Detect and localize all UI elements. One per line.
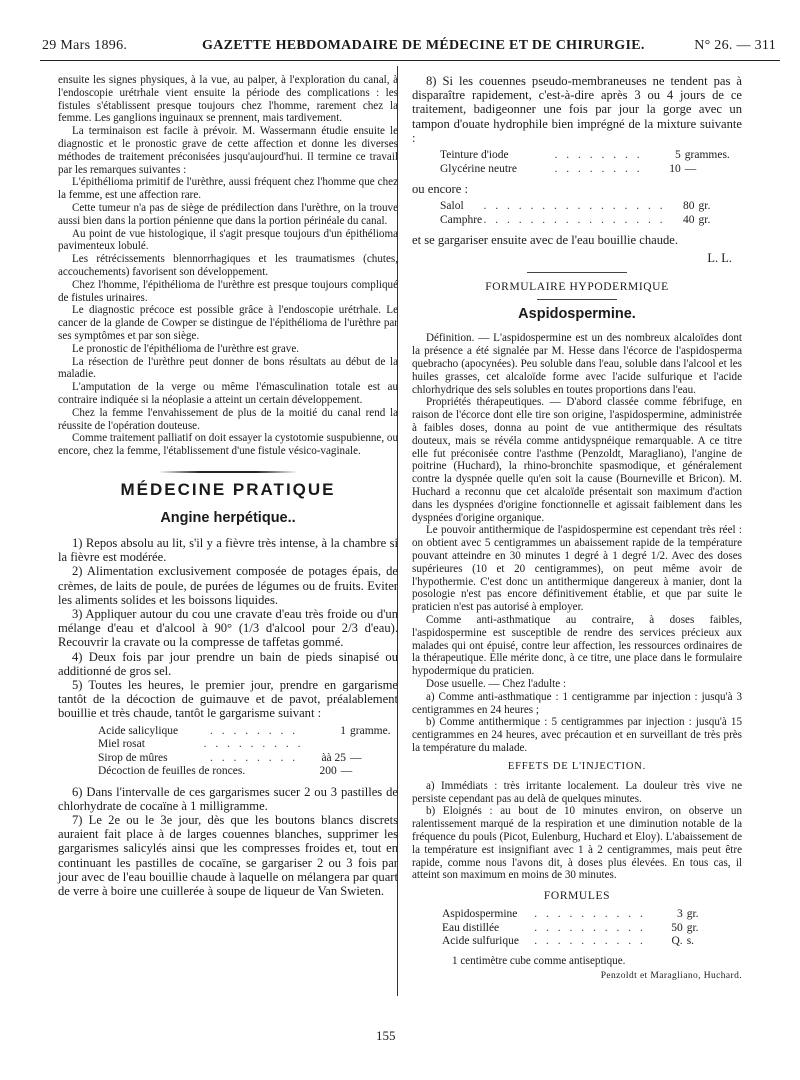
paragraph: et se gargariser ensuite avec de l'eau bouillie chaude. [412, 233, 679, 248]
ingredient: Eau distillée [442, 921, 500, 934]
article-title: Aspidospermine. [518, 306, 636, 323]
leader-dots: . . . . . . . . . . [534, 935, 646, 948]
running-head [42, 38, 776, 58]
ingredient: Camphre [440, 213, 483, 226]
ingredient: Aspidospermine [442, 908, 518, 921]
divider [527, 272, 627, 273]
gargle-recipe [58, 725, 398, 779]
list-item: 2) Alimentation exclusivement composée de potages épais, de crèmes, de laits de poule, de purées de légumes ou de fruits. Eviter les aliments solides et les boissons liquides. [58, 564, 398, 607]
left-column [58, 74, 398, 898]
list-item: 7) Le 2e ou le 3e jour, dès que les boutons blancs discrets auraient fait place à de larges couennes blanches, supprimer les gargarismes salicylés ainsi que les compresses froides et, tout en continuant les pastilles de cocaïne, se gargariser 2 ou 3 fois par jour avec de l'eau bouillie chaude à laquelle on mélangera par quart de verre à boire une cuillerée à soupe de liqueur de Van Swieten. [58, 812, 398, 898]
quantity: 3 [676, 908, 683, 921]
quantity: 80 [683, 200, 695, 213]
quantity: 10 [669, 162, 681, 175]
issue-number: N° 26. — 311 [694, 38, 776, 53]
paragraph: Dose usuelle. — Chez l'adulte : [426, 677, 567, 690]
paragraph: b) Eloignés : au bout de 10 minutes environ, on observe un ralentissement marqué de la respiration et une diminution notable de la fréquence du pouls (Picot, Eulenburg, Huchard et Eloy). L'abaissement de la température est insignifiant avec 1 à 2 centigrammes, mais peut être rapide, comme nous l'avons dit, à doses plus élevées. En tous cas, il atteint son maximum en moins de 30 minutes. [412, 805, 742, 882]
formula-note: 1 centimètre cube comme antiseptique. [452, 954, 626, 967]
unit: gr. [686, 908, 699, 921]
ingredient: Acide salicylique [98, 724, 179, 737]
ingredient: Glycérine neutre [440, 162, 517, 175]
leader-dots: . . . . . . . . . . [534, 921, 646, 934]
or-else-label: ou encore : [412, 182, 468, 197]
ingredient: Acide sulfurique [442, 935, 519, 948]
list-item: 8) Si les couennes pseudo-membraneuses ne tendent pas à disparaître rapidement, c'est-à-dire après 3 ou 4 jours de ce traitement, badigeonner une fois par jour la gorge avec un tampon d'ouate hydrophile bien imprégné de la mixture suivante : [412, 74, 742, 145]
leader-dots: . . . . . . . . [554, 162, 643, 175]
paragraph: a) Immédiats : très irritante localement. La douleur très vive ne persiste cependant pas au delà de quelques minutes. [412, 779, 742, 805]
unit: s. [686, 935, 695, 948]
paragraph: Cette tumeur n'a pas de siège de prédilection dans l'urèthre, on la trouve aussi bien dans la portion pénienne que dans la portion périnéale du canal. [58, 201, 398, 227]
ingredient: Teinture d'iode [440, 149, 509, 162]
paragraph: a) Comme anti-asthmatique : 1 centigramme par injection : jusqu'à 3 centigrammes en 24 heures ; [412, 690, 742, 716]
ingredient: Miel rosat [98, 738, 145, 751]
quantity: 200 [319, 765, 337, 778]
leader-dots: . . . . . . . . . [203, 738, 304, 751]
list-item: 3) Appliquer autour du cou une cravate d'eau très froide ou d'un mélange d'eau et d'alcool à 90° (1/3 d'alcool pour 2/3 d'eau). Recouvrir la cravate ou la compresse de taffetas gommé. [58, 606, 398, 650]
ornamental-rule [158, 470, 298, 474]
recipe-row [440, 200, 742, 214]
effects-title: EFFETS DE L'INJECTION. [507, 760, 647, 772]
unit: grammes. [684, 149, 730, 162]
section-title: FORMULAIRE HYPODERMIQUE [485, 281, 669, 294]
salol-recipe [412, 200, 742, 227]
divider [537, 299, 617, 300]
paragraph: La terminaison est facile à prévoir. M. Wassermann étudie ensuite le diagnostic et le pronostic grave de cette affection et donne les diverses méthodes de traitement préconisées jusqu'aujourd'hui. Il termine ce travail par les remarques suivantes : [58, 125, 398, 176]
section-title: MÉDECINE PRATIQUE [120, 479, 336, 499]
formula-credit: Penzoldt et Maragliano, Huchard. [600, 971, 742, 982]
paragraph: Propriétés thérapeutiques. — D'abord classée comme fébrifuge, en raison de l'écorce dont elle tire son origine, l'aspidospermine, administrée à faibles doses, donna au point de vue antithermique des résultats douteux, mais se révéla comme antidyspnéique remarquable. A ce titre elle fut préconisée contre l'asthme (Penzoldt, Maragliano), l'angine de poitrine (Huchard), la rhino-bronchite spasmodique, et généralement contre la dyspnée quelle qu'en soit la cause (Bourneville et Bricon). M. Huchard a reconnu que cet alcaloïde présentait son maximum d'action dans les dyspnées d'origine fonctionnelle et agissait faiblement dans les dyspnées d'origine organique. [412, 396, 742, 524]
unit: — [340, 765, 353, 778]
paragraph: Le pronostic de l'épithélioma de l'urèthre est grave. [72, 342, 300, 355]
leader-dots: . . . . . . . . . . . . . . . . [483, 213, 666, 226]
right-column [412, 74, 742, 981]
paragraph: La résection de l'urèthre peut donner de bons résultats au début de la maladie. [58, 355, 398, 381]
leader-dots: . . . . . . . . . . [534, 908, 646, 921]
list-item: 4) Deux fois par jour prendre un bain de pieds sinapisé ou additionné de gros sel. [58, 649, 398, 678]
paragraph: Définition. — L'aspidospermine est un des nombreux alcaloïdes dont la présence a été signalée par M. Hesse dans l'écorce de l'aspidosperma quebracho (apocynées). Peu soluble dans l'eau, soluble dans l'alcool et les huiles grasses, cet alcaloïde forme avec l'acide sulfurique et l'acide chlorhydrique des sels solubles en toutes proportions dans l'eau. [412, 332, 742, 396]
issue-date: 29 Mars 1896. [42, 38, 128, 53]
recipe-row [98, 725, 398, 739]
ingredient: Décoction de feuilles de ronces. [98, 765, 246, 778]
paragraph: Les rétrécissements blennorrhagiques et les traumatismes (chutes, accouchements) favorisent son développement. [58, 253, 398, 278]
formula-recipe [412, 908, 742, 949]
paragraph: b) Comme antithermique : 5 centigrammes par injection : jusqu'à 15 centigrammes en 24 heures, avec précaution et en surveillant de très près la température du malade. [412, 716, 742, 754]
recipe-row [98, 738, 398, 752]
ingredient: Salol [440, 200, 464, 213]
author-initials: L. L. [707, 251, 732, 266]
paragraph: Comme anti-asthmatique au contraire, à doses faibles, l'aspidospermine est susceptible de rendre des services précieux aux malades qui ont épuisé, contre leur affection, les ressources ordinaires de la thérapeutique. Elle mérite donc, à ce titre, une place dans le formulaire hypodermique du praticien. [412, 613, 742, 678]
recipe-row [98, 752, 398, 766]
unit: gr. [698, 213, 711, 226]
paragraph: Chez l'homme, l'épithélioma de l'urèthre est presque toujours compliqué de fistules urinaires. [58, 278, 398, 304]
paragraph: Au point de vue histologique, il s'agit presque toujours d'un épithélioma pavimenteux lobulé. [58, 227, 398, 253]
leader-dots: . . . . . . . . . . . . . . . . [483, 200, 666, 213]
list-item: 6) Dans l'intervalle de ces gargarismes sucer 2 ou 3 pastilles de chlorhydrate de cocaïne à 1 milligramme. [58, 784, 398, 813]
quantity: 5 [675, 149, 681, 162]
unit: — [684, 162, 697, 175]
list-item: 1) Repos absolu au lit, s'il y a fièvre très intense, à la chambre si la fièvre est modérée. [58, 535, 398, 565]
recipe-row [442, 922, 742, 936]
paragraph: Le pouvoir antithermique de l'aspidospermine est cependant très réel : on obtient avec 5 centigrammes un abaissement rapide de la température pouvant atteindre en 30 minutes 1 degré à 1 degré 1/2. Avec des doses supérieures (10 et 20 centigrammes), on peut même avoir de l'hypothermie. C'est donc un antithermique dangereux à manier, dont la posologie n'est pas encore définitivement établie, et que par suite le praticien n'est pas autorisé à employer. [412, 524, 742, 614]
unit: gramme. [350, 724, 391, 737]
quantity: 40 [683, 213, 695, 226]
quantity: Q. [671, 935, 683, 948]
recipe-row [442, 908, 742, 922]
unit: gr. [686, 921, 699, 934]
quantity: 1 [340, 724, 347, 737]
recipe-row [442, 935, 742, 949]
paragraph: Comme traitement palliatif on doit essayer la cystotomie suspubienne, ou encore, chez la femme, l'établissement d'une fistule vésico-vaginale. [58, 432, 398, 458]
ingredient: Sirop de mûres [98, 751, 168, 764]
paragraph: ensuite les signes physiques, à la vue, au palper, à l'exploration du canal, à l'endoscopie urétrhale vient ensuite la période des complications : les fistules s'établissent presque toujours chez l'homme, rarement chez la femme. Les ganglions inguinaux se prennent, mais tardivement. [58, 74, 398, 125]
formulas-title: FORMULES [543, 890, 611, 903]
iodine-recipe [412, 149, 742, 176]
page-number: 155 [376, 1028, 396, 1043]
article-title: Angine herpétique.. [160, 509, 296, 526]
paragraph: Le diagnostic précoce est possible grâce à l'endoscopie urétrhale. Le cancer de la glande de Cowper se distingue de l'épithélioma de l'urèthre par ses symptômes et par son siège. [58, 304, 398, 342]
list-item: 5) Toutes les heures, le premier jour, prendre en gargarisme tantôt de la décoction de guimauve et de pavot, préalablement bouillie et très chaude, tantôt le gargarisme suivant : [58, 677, 398, 721]
unit: gr. [698, 200, 711, 213]
header-rule [40, 60, 780, 61]
paragraph: L'amputation de la verge ou même l'émasculination totale est au contraire indiquée si la néoplasie a atteint un certain développement. [58, 381, 398, 406]
recipe-row [440, 149, 742, 163]
recipe-row [98, 765, 398, 779]
unit: — [350, 751, 362, 764]
paragraph: L'épithélioma primitif de l'urèthre, aussi fréquent chez l'homme que chez la femme, est une affection rare. [58, 176, 398, 202]
recipe-row [440, 163, 742, 177]
quantity: 50 [671, 921, 683, 934]
recipe-row [440, 214, 742, 228]
leader-dots: . . . . . . . . [554, 149, 643, 162]
journal-title: GAZETTE HEBDOMADAIRE DE MÉDECINE ET DE CHIRURGIE. [202, 38, 645, 53]
leader-dots: . . . . . . . . [209, 751, 299, 764]
quantity: àà 25 [321, 751, 347, 764]
leader-dots: . . . . . . . . [209, 724, 299, 737]
paragraph: Chez la femme l'envahissement de plus de la moitié du canal rend la réussite de l'opération douteuse. [58, 406, 398, 432]
